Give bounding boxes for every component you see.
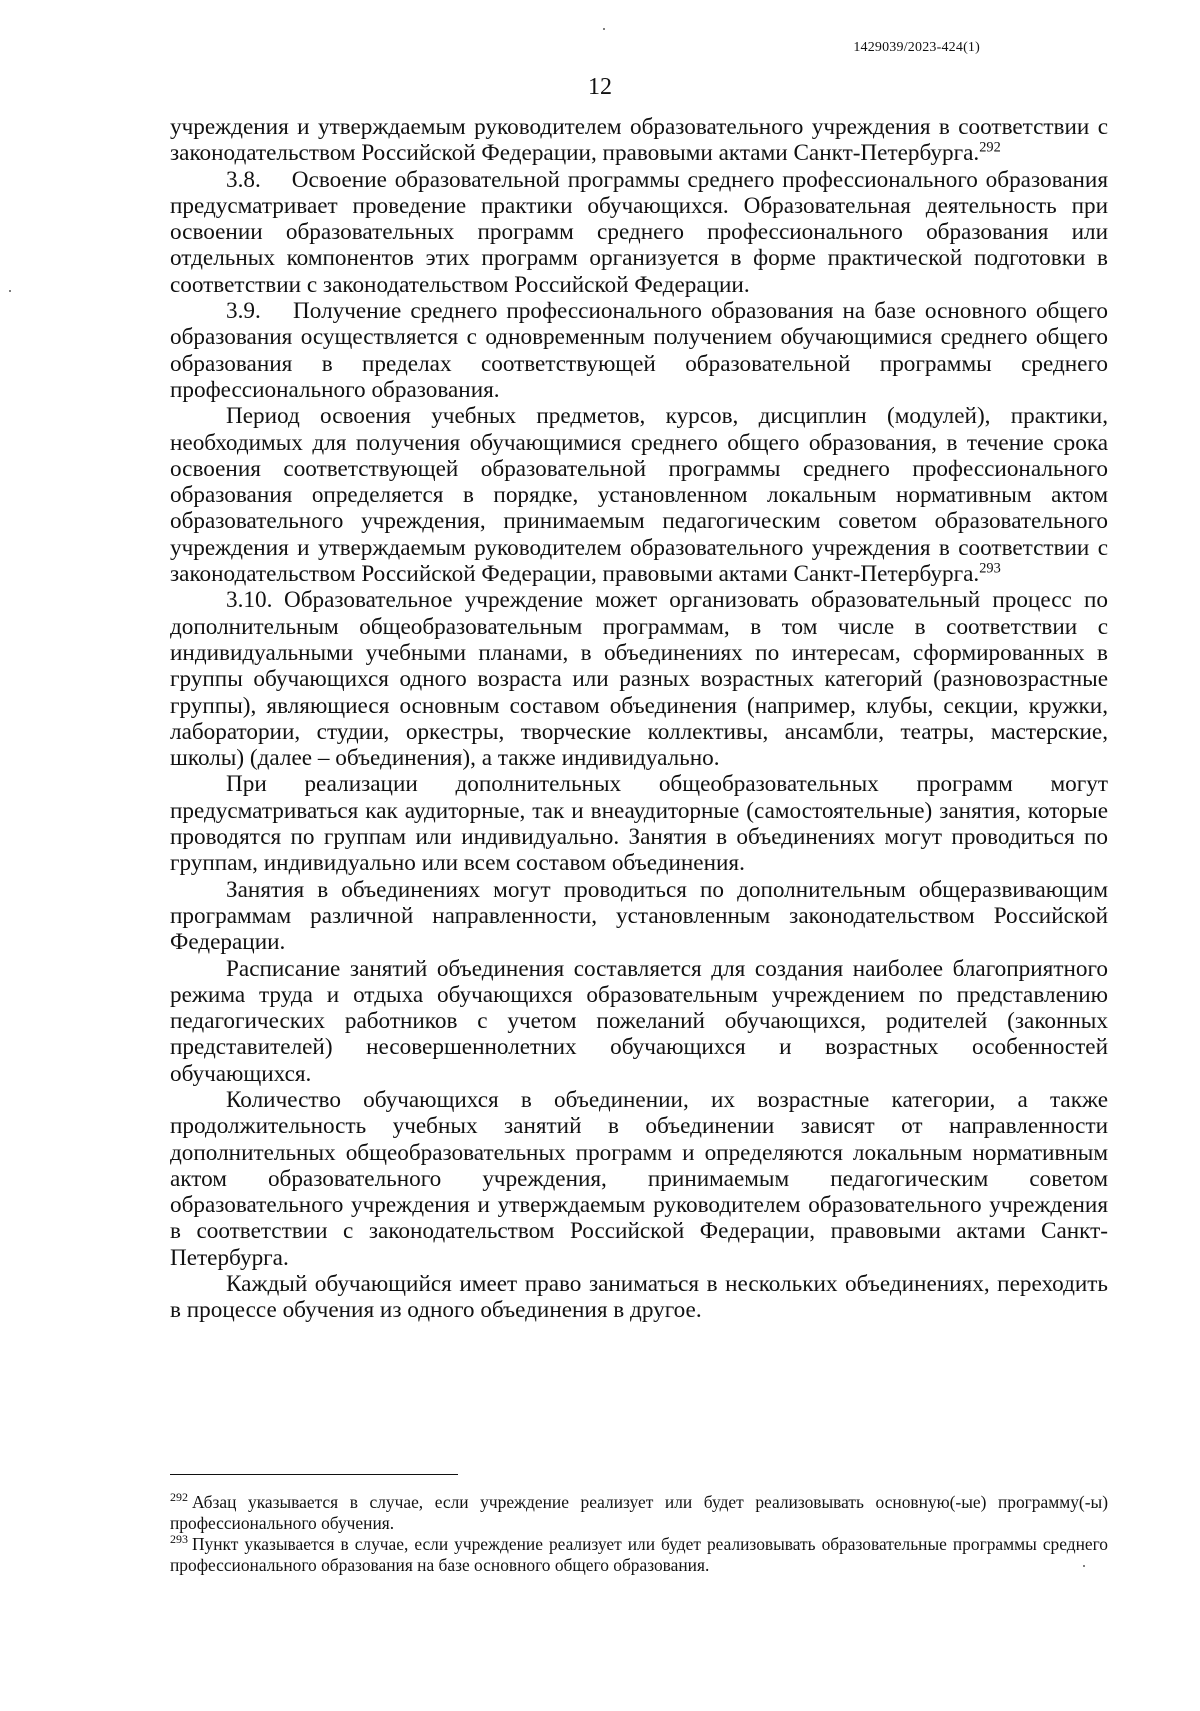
footnote-292 — [170, 1492, 1108, 1534]
footnote-text: Пункт указывается в случае, если учреждение реализует или будет реализовывать образовательные программы среднего профессионального образования на базе основного общего образования. — [170, 1534, 1108, 1575]
paragraph: Расписание занятий объединения составляется для создания наиболее благоприятного режима труда и отдыха обучающихся образовательным учреждением по представлению педагогических работников с учетом пожеланий обучающихся, родителей (законных представителей) несовершеннолетних обучающихся и возрастных особенностей обучающихся. — [170, 955, 1108, 1087]
footnote-number: 293 — [170, 1532, 188, 1547]
paragraph-3-10: 3.10. Образовательное учреждение может организовать образовательный процесс по дополнительным общеобразовательным программам, в том числе в соответствии с индивидуальными учебными планами, в объединениях по интересам, сформированных в группы обучающихся одного возраста или разных возрастных категорий (разновозрастные группы), являющиеся основным составом объединения (например, клубы, секции, кружки, лаборатории, студии, оркестры, творческие коллективы, ансамбли, театры, мастерские, школы) (далее – объединения), а также индивидуально. — [170, 587, 1108, 772]
page-number: 12 — [588, 74, 612, 100]
document-registration-number: 1429039/2023-424(1) — [853, 40, 980, 55]
footnote-reference: 292 — [979, 139, 1001, 156]
footnote-separator — [170, 1474, 458, 1475]
footnote-number: 292 — [170, 1490, 188, 1505]
document-body — [170, 114, 1108, 1324]
paragraph: Каждый обучающийся имеет право заниматься в нескольких объединениях, переходить в процессе обучения из одного объединения в другое. — [170, 1271, 1108, 1324]
paragraph-text: учреждения и утверждаемым руководителем образовательного учреждения в соответствии с законодательством Российской Федерации, правовыми актами Санкт-Петербурга. — [170, 114, 1108, 167]
paragraph: Занятия в объединениях могут проводиться по дополнительным общеразвивающим программам различной направленности, установленным законодательством Российской Федерации. — [170, 876, 1108, 956]
paragraph-text: Период освоения учебных предметов, курсов, дисциплин (модулей), практики, необходимых для получения обучающимися среднего общего образования, в течение срока освоения соответствующей образовательной программы среднего профессионального образования определяется в порядке, установленном локальным нормативным актом образовательного учреждения, принимаемым педагогическим советом образовательного учреждения и утверждаемым руководителем образовательного учреждения в соответствии с законодательством Российской Федерации, правовыми актами Санкт-Петербурга. — [170, 403, 1108, 588]
paragraph — [170, 114, 1108, 167]
paragraph — [170, 403, 1108, 587]
scan-speck — [603, 28, 605, 30]
paragraph-3-9: 3.9. Получение среднего профессионального образования на базе основного общего образования осуществляется с одновременным получением обучающимися среднего общего образования в пределах соответствующей образовательной программы среднего профессионального образования. — [170, 298, 1108, 403]
footnotes — [170, 1492, 1108, 1576]
paragraph: Количество обучающихся в объединении, их возрастные категории, а также продолжительность учебных занятий в объединении зависят от направленности дополнительных общеобразовательных программ и определяются локальным нормативным актом образовательного учреждения, принимаемым педагогическим советом образовательного учреждения и утверждаемым руководителем образовательного учреждения в соответствии с законодательством Российской Федерации, правовыми актами Санкт-Петербурга. — [170, 1086, 1108, 1271]
scan-speck — [9, 290, 11, 292]
footnote-text: Абзац указывается в случае, если учреждение реализует или будет реализовывать основную(-ые) программу(-ы) профессионального обучения. — [170, 1492, 1108, 1533]
scan-speck — [1083, 1565, 1085, 1567]
footnote-reference: 293 — [979, 560, 1001, 577]
paragraph-3-8: 3.8. Освоение образовательной программы среднего профессионального образования предусматривает проведение практики обучающихся. Образовательная деятельность при освоении образовательных программ среднего профессионального образования или отдельных компонентов этих программ организуется в форме практической подготовки в соответствии с законодательством Российской Федерации. — [170, 166, 1108, 298]
footnote-293 — [170, 1534, 1108, 1576]
paragraph: При реализации дополнительных общеобразовательных программ могут предусматриваться как аудиторные, так и внеаудиторные (самостоятельные) занятия, которые проводятся по группам или индивидуально. Занятия в объединениях могут проводиться по группам, индивидуально или всем составом объединения. — [170, 771, 1108, 877]
